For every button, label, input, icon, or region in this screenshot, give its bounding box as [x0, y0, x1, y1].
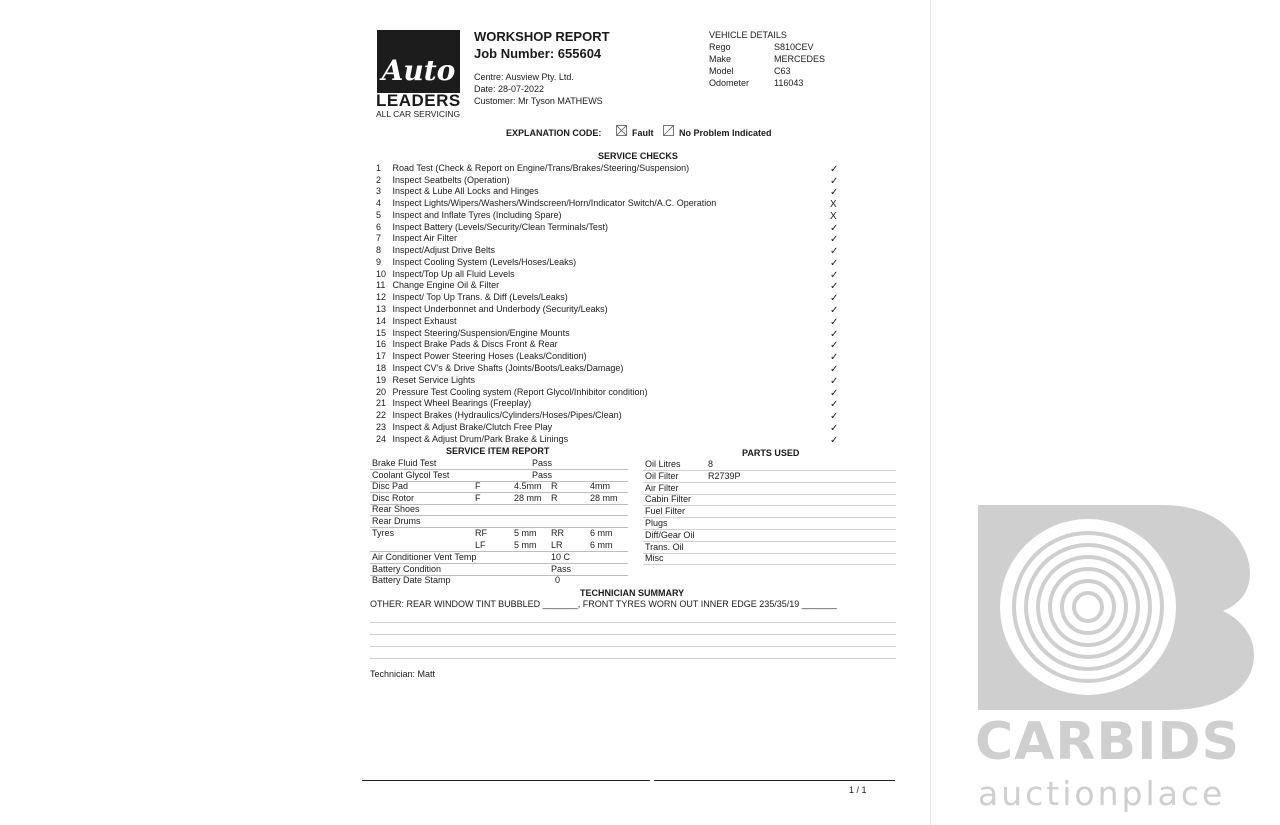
tyre-rf-value: 5 mm	[514, 528, 537, 538]
part-label: Misc	[645, 553, 664, 563]
check-text: Inspect Air Filter	[392, 233, 458, 243]
check-mark: ✓	[830, 176, 839, 187]
service-check-row	[376, 186, 539, 196]
check-text: Inspect Steering/Suspension/Engine Mounts	[392, 328, 570, 338]
service-check-row	[376, 316, 457, 326]
part-label: Air Filter	[645, 483, 679, 493]
check-number: 19	[376, 375, 387, 385]
technician-summary-heading: TECHNICIAN SUMMARY	[580, 588, 685, 598]
aircon-label: Air Conditioner Vent Temp	[372, 552, 477, 562]
page-number: 1 / 1	[849, 785, 867, 795]
check-text: Inspect Underbonnet and Underbody (Security/Leaks)	[392, 304, 608, 314]
check-mark: ✓	[830, 223, 839, 234]
part-value: R2739P	[708, 471, 741, 481]
check-text: Inspect and Inflate Tyres (Including Spare)	[392, 210, 562, 220]
service-check-row	[376, 163, 689, 173]
service-check-row	[376, 175, 510, 185]
check-mark: ✓	[830, 340, 839, 351]
service-check-row	[376, 410, 622, 420]
watermark-brand: CARBIDS	[975, 712, 1241, 772]
service-item-report-heading: SERVICE ITEM REPORT	[446, 446, 550, 456]
part-label: Trans. Oil	[645, 542, 684, 552]
fault-box-icon	[616, 125, 627, 136]
disc-pad-r-value: 4mm	[590, 481, 610, 491]
check-text: Inspect/Adjust Drive Belts	[392, 245, 496, 255]
vehicle-details-heading: VEHICLE DETAILS	[709, 30, 787, 40]
check-text: Inspect Exhaust	[392, 316, 457, 326]
disc-pad-label: Disc Pad	[372, 481, 409, 491]
check-mark: ✓	[830, 270, 839, 281]
check-mark: ✓	[830, 376, 839, 387]
check-text: Inspect Lights/Wipers/Washers/Windscreen/Horn/Indicator Switch/A.C. Operation	[392, 198, 717, 208]
vehicle-value: C63	[774, 66, 791, 76]
service-check-row	[376, 304, 608, 314]
service-check-row	[376, 210, 561, 220]
service-check-row	[376, 198, 716, 208]
check-mark: ✓	[830, 364, 839, 375]
check-text: Inspect Wheel Bearings (Freeplay)	[392, 398, 532, 408]
check-text: Inspect/Top Up all Fluid Levels	[392, 269, 515, 279]
disc-pad-r: R	[551, 481, 558, 491]
check-mark: X	[830, 199, 837, 210]
check-text: Inspect Brake Pads & Discs Front & Rear	[392, 339, 558, 349]
report-title: WORKSHOP REPORT	[474, 29, 610, 44]
check-number: 2	[376, 175, 382, 185]
page-edge	[930, 0, 931, 825]
parts-used-heading: PARTS USED	[742, 448, 800, 458]
check-text: Inspect Power Steering Hoses (Leaks/Condition)	[392, 351, 587, 361]
check-mark: ✓	[830, 234, 839, 245]
service-check-row	[376, 233, 457, 243]
fault-label: Fault	[632, 128, 654, 138]
tyre-rr: RR	[551, 528, 564, 538]
check-number: 9	[376, 257, 382, 267]
check-text: Inspect Cooling System (Levels/Hoses/Leaks)	[392, 257, 577, 267]
check-number: 18	[376, 363, 387, 373]
service-check-row	[376, 387, 647, 397]
service-check-row	[376, 257, 576, 267]
service-check-row	[376, 280, 499, 290]
battery-condition-label: Battery Condition	[372, 564, 442, 574]
check-text: Inspect & Lube All Locks and Hinges	[392, 186, 539, 196]
check-mark: ✓	[830, 388, 839, 399]
check-mark: ✓	[830, 435, 839, 446]
check-text: Inspect CV's & Drive Shafts (Joints/Boots/Leaks/Damage)	[392, 363, 624, 373]
service-check-row	[376, 434, 568, 444]
carbids-logo-icon	[978, 505, 1254, 710]
service-check-row	[376, 422, 552, 432]
check-number: 24	[376, 434, 387, 444]
service-check-row	[376, 328, 570, 338]
check-number: 20	[376, 387, 387, 397]
service-check-row	[376, 363, 623, 373]
check-mark: ✓	[830, 164, 839, 175]
part-label: Oil Litres	[645, 459, 681, 469]
vehicle-value: 116043	[774, 78, 804, 88]
tyres-label: Tyres	[372, 528, 395, 538]
vehicle-value: S810CEV	[774, 42, 814, 52]
check-mark: ✓	[830, 293, 839, 304]
brake-fluid-label: Brake Fluid Test	[372, 458, 437, 468]
tyre-rr-value: 6 mm	[590, 528, 613, 538]
disc-rotor-f-value: 28 mm	[514, 493, 542, 503]
tyre-lf: LF	[475, 540, 486, 550]
vehicle-label: Rego	[709, 42, 731, 52]
check-number: 4	[376, 198, 382, 208]
part-label: Oil Filter	[645, 471, 679, 481]
check-mark: ✓	[830, 411, 839, 422]
check-number: 21	[376, 398, 387, 408]
service-check-row	[376, 339, 558, 349]
check-text: Inspect & Adjust Brake/Clutch Free Play	[392, 422, 553, 432]
service-check-row	[376, 375, 475, 385]
battery-date-value: 0	[555, 575, 561, 585]
vehicle-label: Odometer	[709, 78, 750, 88]
check-text: Inspect & Adjust Drum/Park Brake & Linings	[392, 434, 569, 444]
no-problem-box-icon	[663, 125, 674, 136]
part-value: 8	[708, 459, 714, 469]
battery-condition-value: Pass	[551, 564, 572, 574]
disc-rotor-f: F	[475, 493, 481, 503]
check-number: 7	[376, 233, 382, 243]
check-number: 11	[376, 280, 386, 290]
service-checks-heading: SERVICE CHECKS	[598, 151, 678, 161]
check-number: 23	[376, 422, 387, 432]
coolant-label: Coolant Glycol Test	[372, 470, 450, 480]
vehicle-label: Make	[709, 54, 732, 64]
check-mark: ✓	[830, 329, 839, 340]
vehicle-value: MERCEDES	[774, 54, 826, 64]
part-label: Diff/Gear Oil	[645, 530, 695, 540]
disc-pad-f: F	[475, 481, 481, 491]
part-label: Cabin Filter	[645, 494, 692, 504]
check-text: Inspect Seatbelts (Operation)	[392, 175, 510, 185]
check-text: Inspect Brakes (Hydraulics/Cylinders/Hoses/Pipes/Clean)	[392, 410, 622, 420]
check-mark: X	[830, 211, 837, 222]
check-text: Pressure Test Cooling system (Report Glycol/Inhibitor condition)	[392, 387, 648, 397]
check-text: Inspect Battery (Levels/Security/Clean Terminals/Test)	[392, 222, 608, 232]
check-mark: ✓	[830, 305, 839, 316]
service-check-row	[376, 245, 495, 255]
explanation-code-label: EXPLANATION CODE:	[506, 128, 602, 138]
disc-rotor-label: Disc Rotor	[372, 493, 415, 503]
service-check-row	[376, 292, 568, 302]
check-mark: ✓	[830, 423, 839, 434]
logo-word-auto: Auto	[381, 54, 456, 87]
logo-tagline: ALL CAR SERVICING	[376, 109, 461, 119]
check-text: Change Engine Oil & Filter	[392, 280, 500, 290]
rear-shoes-label: Rear Shoes	[372, 504, 420, 514]
watermark-sub: auctionplace	[978, 774, 1226, 813]
check-number: 8	[376, 245, 382, 255]
service-check-row	[376, 398, 531, 408]
vehicle-label: Model	[709, 66, 734, 76]
check-number: 15	[376, 328, 387, 338]
check-number: 5	[376, 210, 382, 220]
coolant-value: Pass	[532, 470, 553, 480]
disc-rotor-r-value: 28 mm	[590, 493, 618, 503]
check-number: 13	[376, 304, 387, 314]
check-mark: ✓	[830, 246, 839, 257]
brake-fluid-value: Pass	[532, 458, 553, 468]
aircon-value: 10 C	[551, 552, 571, 562]
check-number: 12	[376, 292, 387, 302]
check-number: 22	[376, 410, 387, 420]
check-number: 10	[376, 269, 387, 279]
technician-other-notes: OTHER: REAR WINDOW TINT BUBBLED _______, FRONT TYRES WORN OUT INNER EDGE 235/35/19 _______	[370, 599, 837, 609]
service-check-row	[376, 269, 515, 279]
check-number: 14	[376, 316, 387, 326]
disc-pad-f-value: 4.5mm	[514, 481, 542, 491]
check-text: Reset Service Lights	[392, 375, 476, 385]
tyre-lr-value: 6 mm	[590, 540, 613, 550]
check-mark: ✓	[830, 187, 839, 198]
check-mark: ✓	[830, 352, 839, 363]
report-date: Date: 28-07-2022	[474, 84, 545, 94]
centre: Centre: Ausview Pty. Ltd.	[474, 72, 574, 82]
tyre-rf: RF	[475, 528, 487, 538]
service-check-row	[376, 222, 608, 232]
check-mark: ✓	[830, 399, 839, 410]
rear-drums-label: Rear Drums	[372, 516, 421, 526]
tyre-lr: LR	[551, 540, 563, 550]
check-number: 3	[376, 186, 382, 196]
check-number: 17	[376, 351, 387, 361]
check-text: Road Test (Check & Report on Engine/Trans/Brakes/Steering/Suspension)	[392, 163, 690, 173]
battery-date-label: Battery Date Stamp	[372, 575, 451, 585]
no-problem-label: No Problem Indicated	[679, 128, 772, 138]
check-number: 16	[376, 339, 387, 349]
check-number: 1	[376, 163, 382, 173]
part-label: Fuel Filter	[645, 506, 686, 516]
check-mark: ✓	[830, 317, 839, 328]
part-label: Plugs	[645, 518, 668, 528]
service-check-row	[376, 351, 587, 361]
check-mark: ✓	[830, 281, 839, 292]
check-number: 6	[376, 222, 382, 232]
job-number: Job Number: 655604	[474, 46, 602, 61]
check-mark: ✓	[830, 258, 839, 269]
logo-word-leaders: LEADERS	[376, 91, 461, 110]
tyre-lf-value: 5 mm	[514, 540, 537, 550]
technician-name: Technician: Matt	[370, 669, 436, 679]
customer: Customer: Mr Tyson MATHEWS	[474, 96, 603, 106]
check-text: Inspect/ Top Up Trans. & Diff (Levels/Leaks)	[392, 292, 568, 302]
disc-rotor-r: R	[551, 493, 558, 503]
